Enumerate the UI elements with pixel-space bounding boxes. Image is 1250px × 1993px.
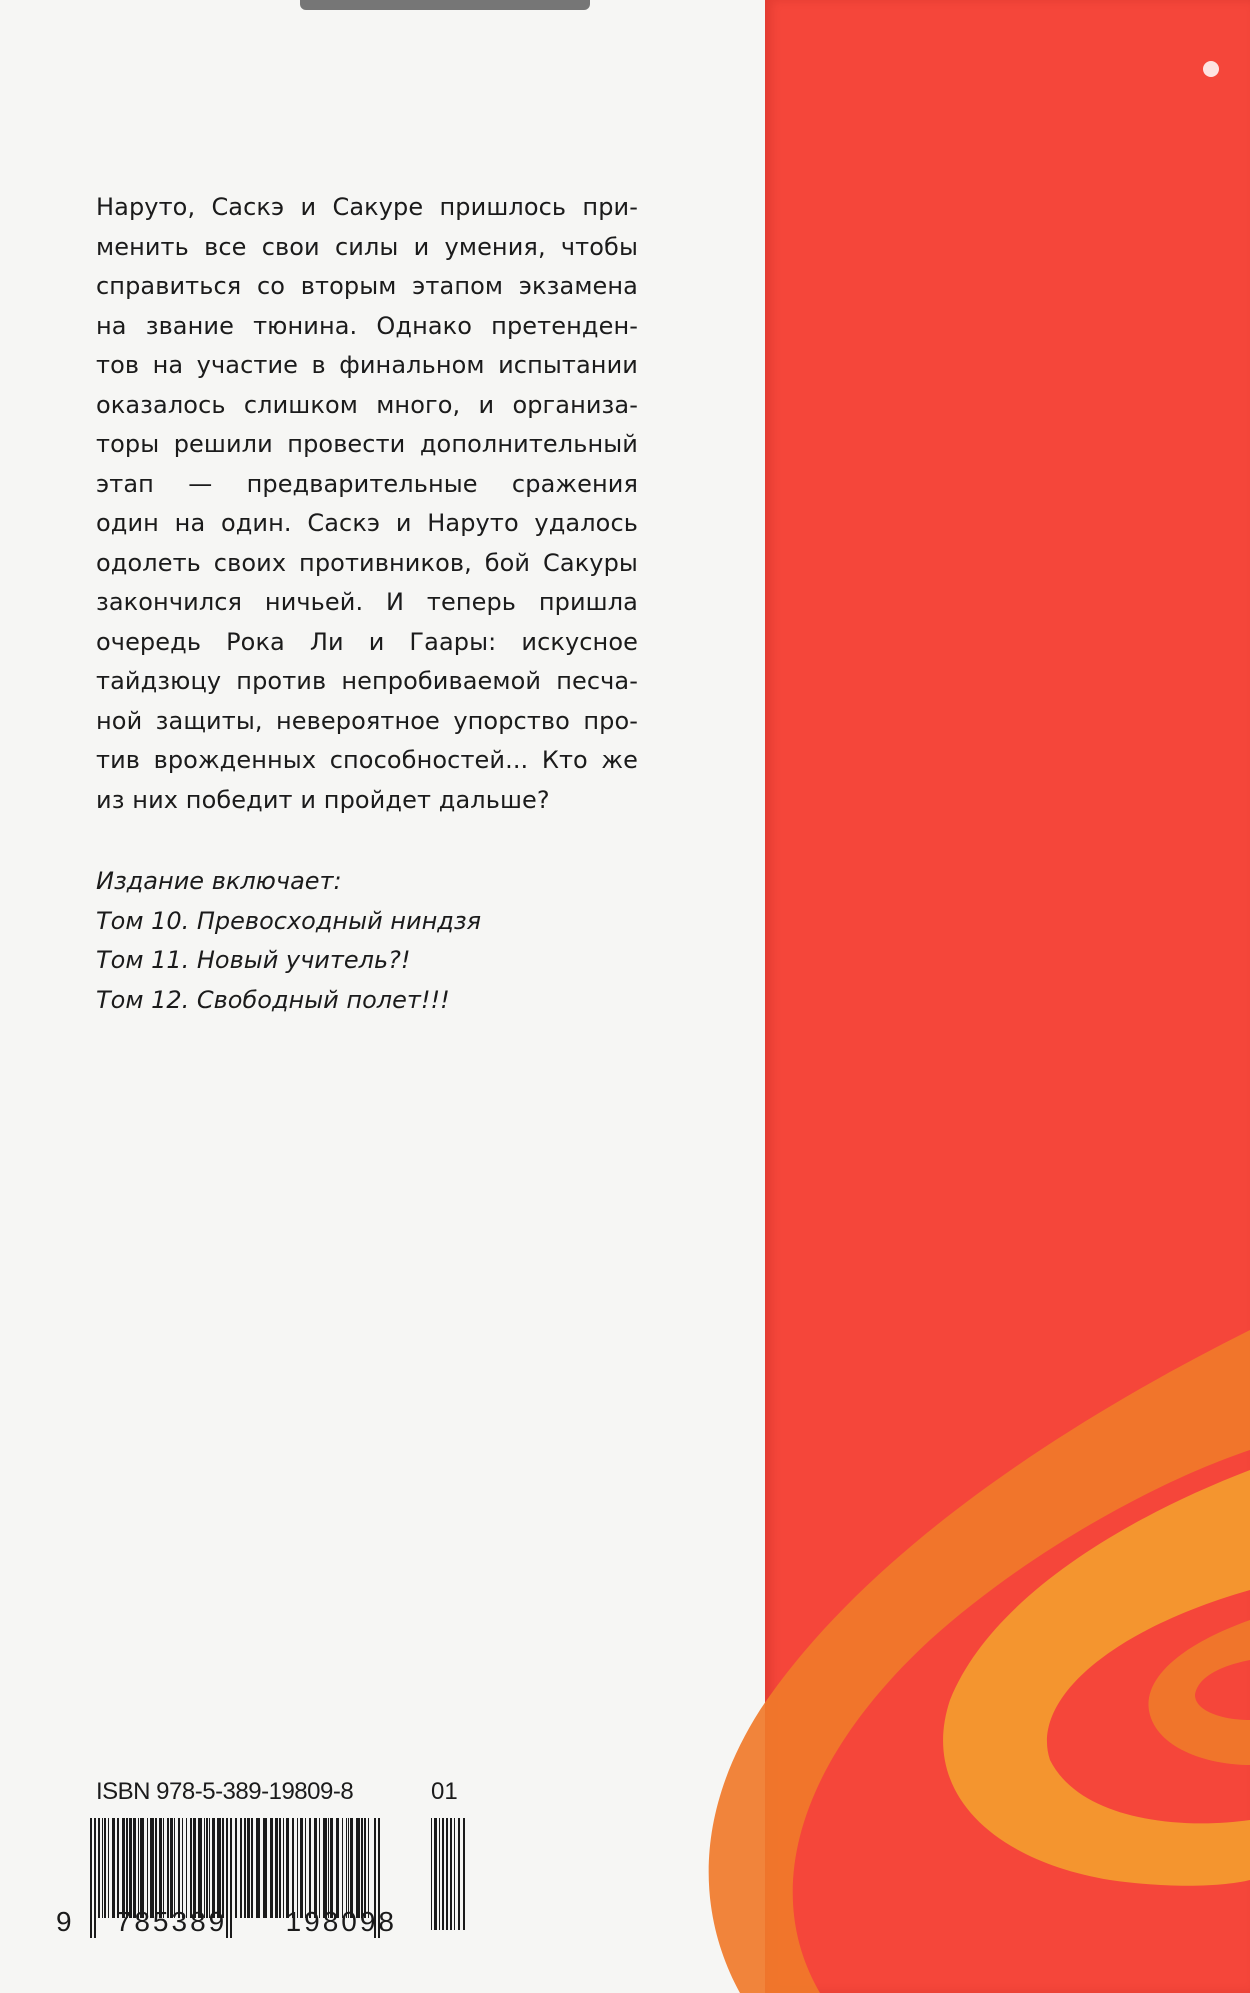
barcode-bar [163,1818,164,1918]
barcode-bar [174,1818,175,1918]
barcode-first-digit: 9 [56,1906,72,1937]
barcode-bar [129,1818,132,1918]
synopsis-text [96,188,638,820]
barcode-bar [182,1818,183,1918]
synopsis-line: справиться со вторым этапом экзамена [96,272,638,300]
barcode-bar [346,1818,347,1918]
barcode-bar [439,1818,440,1930]
barcode-bar [150,1818,154,1918]
barcode-bar [348,1818,349,1918]
barcode-bar [323,1818,327,1918]
barcode-bar [364,1818,366,1918]
barcode-digits [56,1906,397,1938]
barcode-bar [368,1818,369,1918]
barcode-bar [458,1818,460,1930]
synopsis-line: один на один. Саскэ и Наруто удалось [96,509,638,537]
synopsis-line: оказалось слишком много, и организа- [96,390,638,419]
swirl-inner-band [1148,1620,1250,1765]
barcode-digit-group-right: 198098 [285,1906,397,1937]
barcode-bar [251,1818,253,1918]
barcode-bar [102,1818,103,1918]
synopsis-line: этап — предварительные сражения [96,469,638,498]
barcode-bar [300,1818,303,1918]
barcode-bar [431,1818,432,1930]
barcode-bar [442,1818,444,1930]
barcode-bar [256,1818,260,1918]
barcode-bar [117,1818,119,1918]
barcode-bar [240,1818,242,1918]
barcode-bar [112,1818,115,1918]
barcode-bar [275,1818,278,1918]
barcode-bar [342,1818,343,1918]
barcode-bar [314,1818,317,1918]
barcode-bar [147,1818,148,1918]
barcode-bar [446,1818,448,1930]
barcode-bar [319,1818,320,1918]
contents-list [96,862,656,1020]
barcode-bar [193,1818,196,1918]
barcode-bar [140,1818,144,1918]
barcode-bar [186,1818,187,1918]
barcode-bar [198,1818,202,1918]
synopsis-line: одолеть своих противников, бой Сакуры [96,548,638,577]
synopsis-line: ной защиты, невероятное упорство про- [96,706,638,735]
synopsis-line: тайдзюцу против непробиваемой песча- [96,667,638,695]
barcode-bar [454,1818,455,1930]
synopsis-line: закончился ничьей. И теперь пришла [96,588,638,616]
synopsis-line: тив врожденных способностей... Кто же [96,746,638,774]
barcode-bar [108,1818,109,1918]
barcode-bar [350,1818,353,1918]
barcode-bar [159,1818,162,1918]
isbn-label: ISBN 978-5-389-19809-8 [96,1778,354,1805]
synopsis-line: очередь Рока Ли и Гаары: искусное [96,627,638,656]
synopsis-line: менить все свои силы и умения, чтобы [96,232,638,261]
barcode-bar [235,1818,237,1918]
barcode-bar [155,1818,157,1918]
volume-item: Том 10. Превосходный ниндзя [96,906,482,935]
volume-item: Том 11. Новый учитель?! [96,946,411,974]
volume-item: Том 12. Свободный полет!!! [96,985,450,1014]
barcode-bar [270,1818,273,1918]
barcode-bar [244,1818,246,1918]
barcode-bar [328,1818,329,1918]
barcode-bar [330,1818,333,1918]
barcode-bar [297,1818,298,1918]
synopsis-line: тов на участие в финальном испытании [96,351,638,379]
synopsis-line: торы решили провести дополнительный [96,430,638,458]
barcode-bar [167,1818,169,1918]
barcode-bar [356,1818,360,1918]
barcode-bar [126,1818,128,1918]
barcode-bar [217,1818,221,1918]
barcode-bar [263,1818,267,1918]
barcode-bar [247,1818,250,1918]
barcode-bar [209,1818,210,1918]
barcode-bar [292,1818,294,1918]
barcode-bar [178,1818,180,1918]
synopsis-line: на звание тюнина. Однако претенден- [96,311,638,340]
barcode-digit-group-left: 785389 [115,1906,228,1937]
barcode-bar [336,1818,339,1918]
barcode-bar [279,1818,281,1918]
barcode-bar [434,1818,437,1930]
barcode-bar [104,1818,106,1918]
barcode-bar [222,1818,224,1918]
barcode-bar [286,1818,289,1918]
barcode-bar [206,1818,208,1918]
barcode-addon-code: 01 [431,1778,458,1805]
barcode-bar [98,1818,100,1918]
isbn-barcode-block [56,1778,476,1978]
barcode-bar [463,1818,465,1930]
synopsis-line: из них победит и пройдет дальше? [96,785,550,814]
barcode-bar [309,1818,311,1918]
barcode-bar [305,1818,306,1918]
barcode-bar [361,1818,363,1918]
synopsis-line: Наруто, Саскэ и Сакуре пришлось при- [96,193,638,221]
barcode-bar [122,1818,125,1918]
barcode-bar [170,1818,173,1918]
barcode-bar [138,1818,139,1918]
barcode-bar [450,1818,452,1930]
barcode-bar [133,1818,136,1918]
contents-heading: Издание включает: [96,867,342,895]
barcode-bar [212,1818,215,1918]
barcode-bar [283,1818,284,1918]
barcode-bar [190,1818,192,1918]
barcode-bar [204,1818,205,1918]
